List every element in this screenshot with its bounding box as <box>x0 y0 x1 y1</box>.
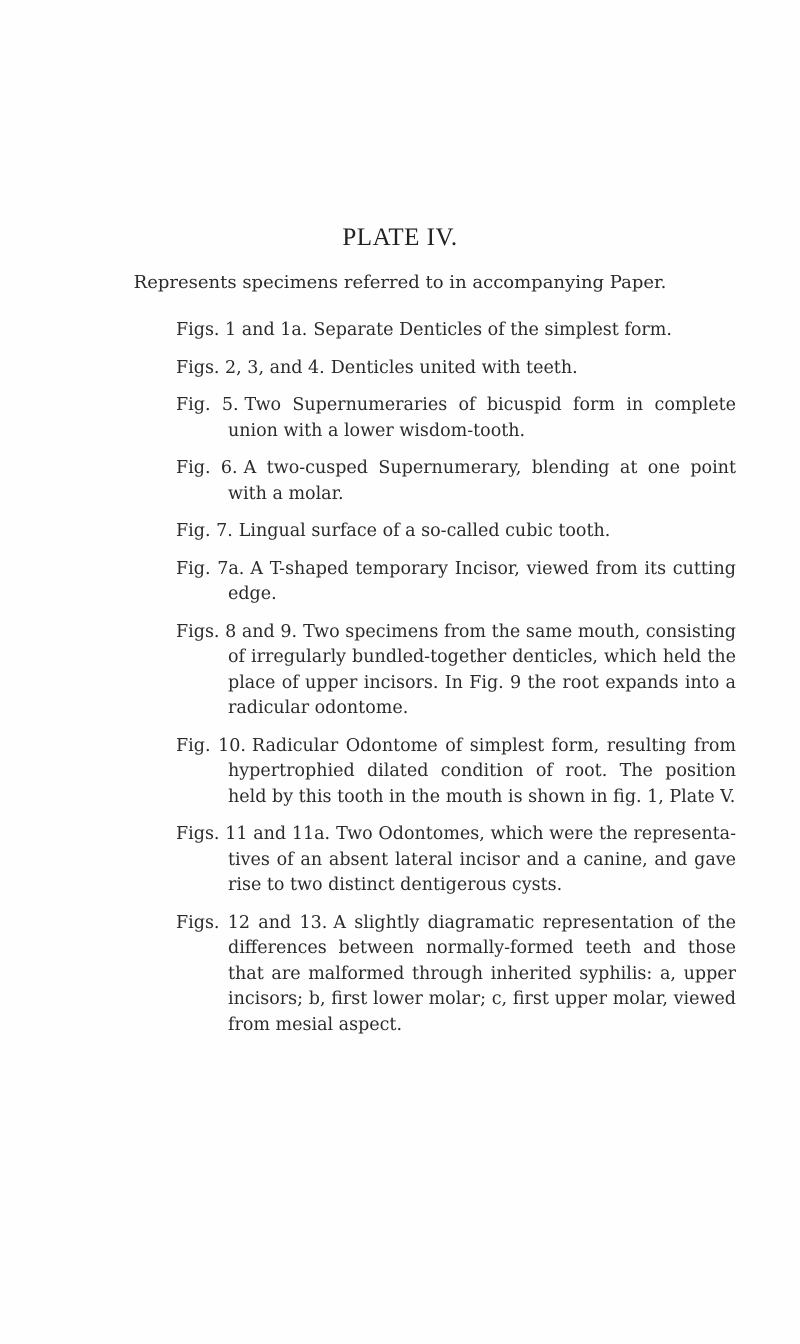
figure-entry <box>176 356 736 382</box>
figure-description: Two Odontomes, which were the representa-tives of an absent lateral incisor and a canine, and gave rise to two distinct dentigerous cysts. <box>228 824 736 895</box>
figure-entry <box>176 456 736 507</box>
figure-label: Fig. 7. <box>176 521 233 541</box>
figure-label: Figs. 1 and 1a. <box>176 320 308 340</box>
figure-label: Fig. 7a. <box>176 558 245 579</box>
figure-entry <box>176 519 736 545</box>
figure-entry <box>176 557 736 608</box>
figure-description: A slightly diagramatic representation of the differences between normally-formed teeth and those that are malformed through inherited syphilis: a, upper incisors; b, first lower molar; c, first upper molar, viewed from mesial aspect. <box>228 912 736 1035</box>
figure-entry <box>176 822 736 899</box>
figure-description: Denticles united with teeth. <box>330 357 578 378</box>
figure-label: Figs. 2, 3, and 4. <box>176 357 325 378</box>
figure-label: Fig. 6. <box>176 458 238 478</box>
figure-entry <box>176 911 736 1039</box>
figure-label: Figs. 11 and 11a. <box>176 824 331 844</box>
figure-description: Two specimens from the same mouth, consisting of irregularly bundled-together denticles, which held the place of upper incisors. In Fig. 9 the root expands into a radicular odontome. <box>228 621 736 718</box>
figure-label: Fig. 10. <box>176 735 246 756</box>
figure-entry <box>176 620 736 722</box>
figure-description: Lingual surface of a so-called cubic tooth. <box>238 521 611 541</box>
figure-label: Fig. 5. <box>176 395 239 415</box>
figure-list <box>176 318 736 1050</box>
figure-label: Figs. 8 and 9. <box>176 621 298 642</box>
figure-description: A two-cusped Supernumerary, blending at one point with a molar. <box>228 458 736 504</box>
figure-description: Two Supernumeraries of bicuspid form in complete union with a lower wisdom-tooth. <box>228 395 736 441</box>
plate-subtitle: Represents specimens referred to in accompanying Paper. <box>133 272 667 293</box>
figure-label: Figs. 12 and 13. <box>176 912 328 933</box>
plate-title: PLATE IV. <box>342 224 458 251</box>
figure-description: A T-shaped temporary Incisor, viewed from its cutting edge. <box>228 558 736 604</box>
figure-entry <box>176 734 736 811</box>
figure-description: Separate Denticles of the simplest form. <box>313 320 672 340</box>
figure-entry <box>176 393 736 444</box>
figure-entry <box>176 318 736 344</box>
figure-description: Radicular Odontome of simplest form, resulting from hypertrophied dilated condition of root. The position held by this tooth in the mouth is shown in fig. 1, Plate V. <box>228 735 736 807</box>
